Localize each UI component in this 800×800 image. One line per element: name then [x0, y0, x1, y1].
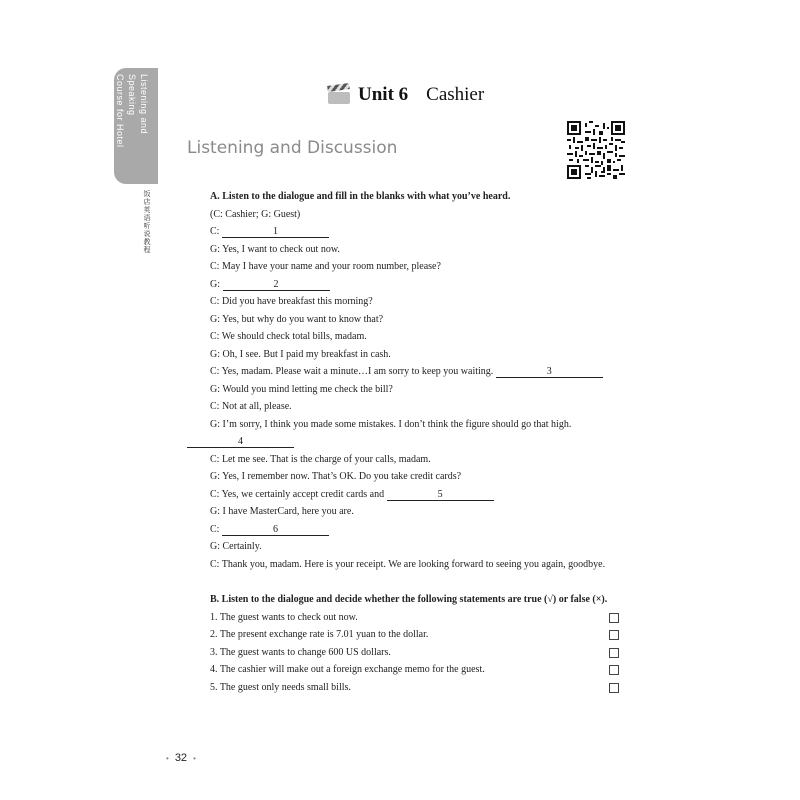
- roles-legend: (C: Cashier; G: Guest): [210, 208, 301, 220]
- book-title-chinese: 饭店英语听说教程: [143, 190, 151, 254]
- checkbox-icon[interactable]: [609, 683, 619, 693]
- dialogue-line: G: Certainly.: [210, 541, 262, 552]
- dialogue-line: C: May I have your name and your room number, please?: [210, 261, 441, 272]
- unit-title: [328, 84, 484, 106]
- blank-6[interactable]: 6: [222, 524, 329, 536]
- blank-3[interactable]: 3: [496, 366, 603, 378]
- part-a-heading: A. Listen to the dialogue and fill in the blanks with what you’ve heard.: [210, 191, 511, 202]
- statement-item: 2. The present exchange rate is 7.01 yuan to the dollar.: [187, 626, 623, 644]
- book-title-line2: Course for Hotel English: [103, 74, 125, 148]
- qr-code-icon: [567, 121, 625, 179]
- dialogue-line: [187, 433, 623, 451]
- part-b-heading: B. Listen to the dialogue and decide whether the following statements are true (√) or false (×).: [210, 594, 608, 605]
- dialogue-line: C: 6: [187, 521, 623, 539]
- blank-2[interactable]: 2: [223, 279, 330, 291]
- blank-1[interactable]: 1: [222, 226, 329, 238]
- unit-name: Cashier: [426, 84, 485, 105]
- dialogue-line: G: Yes, but why do you want to know that?: [210, 313, 384, 325]
- statement-item: 4. The cashier will make out a foreign exchange memo for the guest.: [187, 661, 623, 679]
- section-title: Listening and Discussion: [187, 138, 398, 158]
- statement-item: 5. The guest only needs small bills.: [187, 679, 623, 697]
- page-number: • 32 •: [166, 752, 196, 764]
- blank-5[interactable]: 5: [387, 489, 494, 501]
- dialogue-line: G: I’m sorry, I think you made some mistakes. I don’t think the figure should go that high.: [210, 418, 572, 430]
- dialogue-line: G: Yes, I want to check out now.: [210, 243, 340, 255]
- checkbox-icon[interactable]: [609, 648, 619, 658]
- dialogue-line: C: Did you have breakfast this morning?: [210, 296, 373, 307]
- blank-4[interactable]: 4: [187, 436, 294, 448]
- dialogue-line: C: We should check total bills, madam.: [210, 331, 367, 342]
- dialogue-line: C: Let me see. That is the charge of your calls, madam.: [210, 453, 431, 465]
- dialogue-line: C: 1: [187, 223, 623, 241]
- checkbox-icon[interactable]: [609, 613, 619, 623]
- unit-label: Unit 6: [358, 84, 409, 105]
- dialogue-line: C: Not at all, please.: [210, 401, 292, 412]
- dialogue-line: G: Would you mind letting me check the bill?: [210, 383, 393, 395]
- dialogue-line: G: 2: [187, 276, 623, 294]
- dialogue-line: C: Thank you, madam. Here is your receipt. We are looking forward to seeing you again, goodbye.: [210, 558, 606, 570]
- clapperboard-icon: [328, 86, 350, 104]
- dialogue-line: G: I have MasterCard, here you are.: [210, 506, 354, 517]
- dialogue-line: C: Yes, we certainly accept credit cards and 5: [187, 486, 623, 504]
- dialogue-line: G: Oh, I see. But I paid my breakfast in cash.: [210, 348, 391, 360]
- dialogue-line: G: Yes, I remember now. That’s OK. Do you take credit cards?: [210, 471, 462, 482]
- statement-item: 3. The guest wants to change 600 US dollars.: [187, 644, 623, 662]
- checkbox-icon[interactable]: [609, 630, 619, 640]
- checkbox-icon[interactable]: [609, 665, 619, 675]
- dialogue-line: C: Yes, madam. Please wait a minute…I am sorry to keep you waiting. 3: [187, 363, 623, 381]
- statement-item: 1. The guest wants to check out now.: [187, 609, 623, 627]
- exercise-content: [187, 188, 623, 696]
- book-title-vertical: [103, 68, 158, 184]
- side-tab: [103, 68, 158, 184]
- book-title-line1: Listening and Speaking: [127, 74, 149, 135]
